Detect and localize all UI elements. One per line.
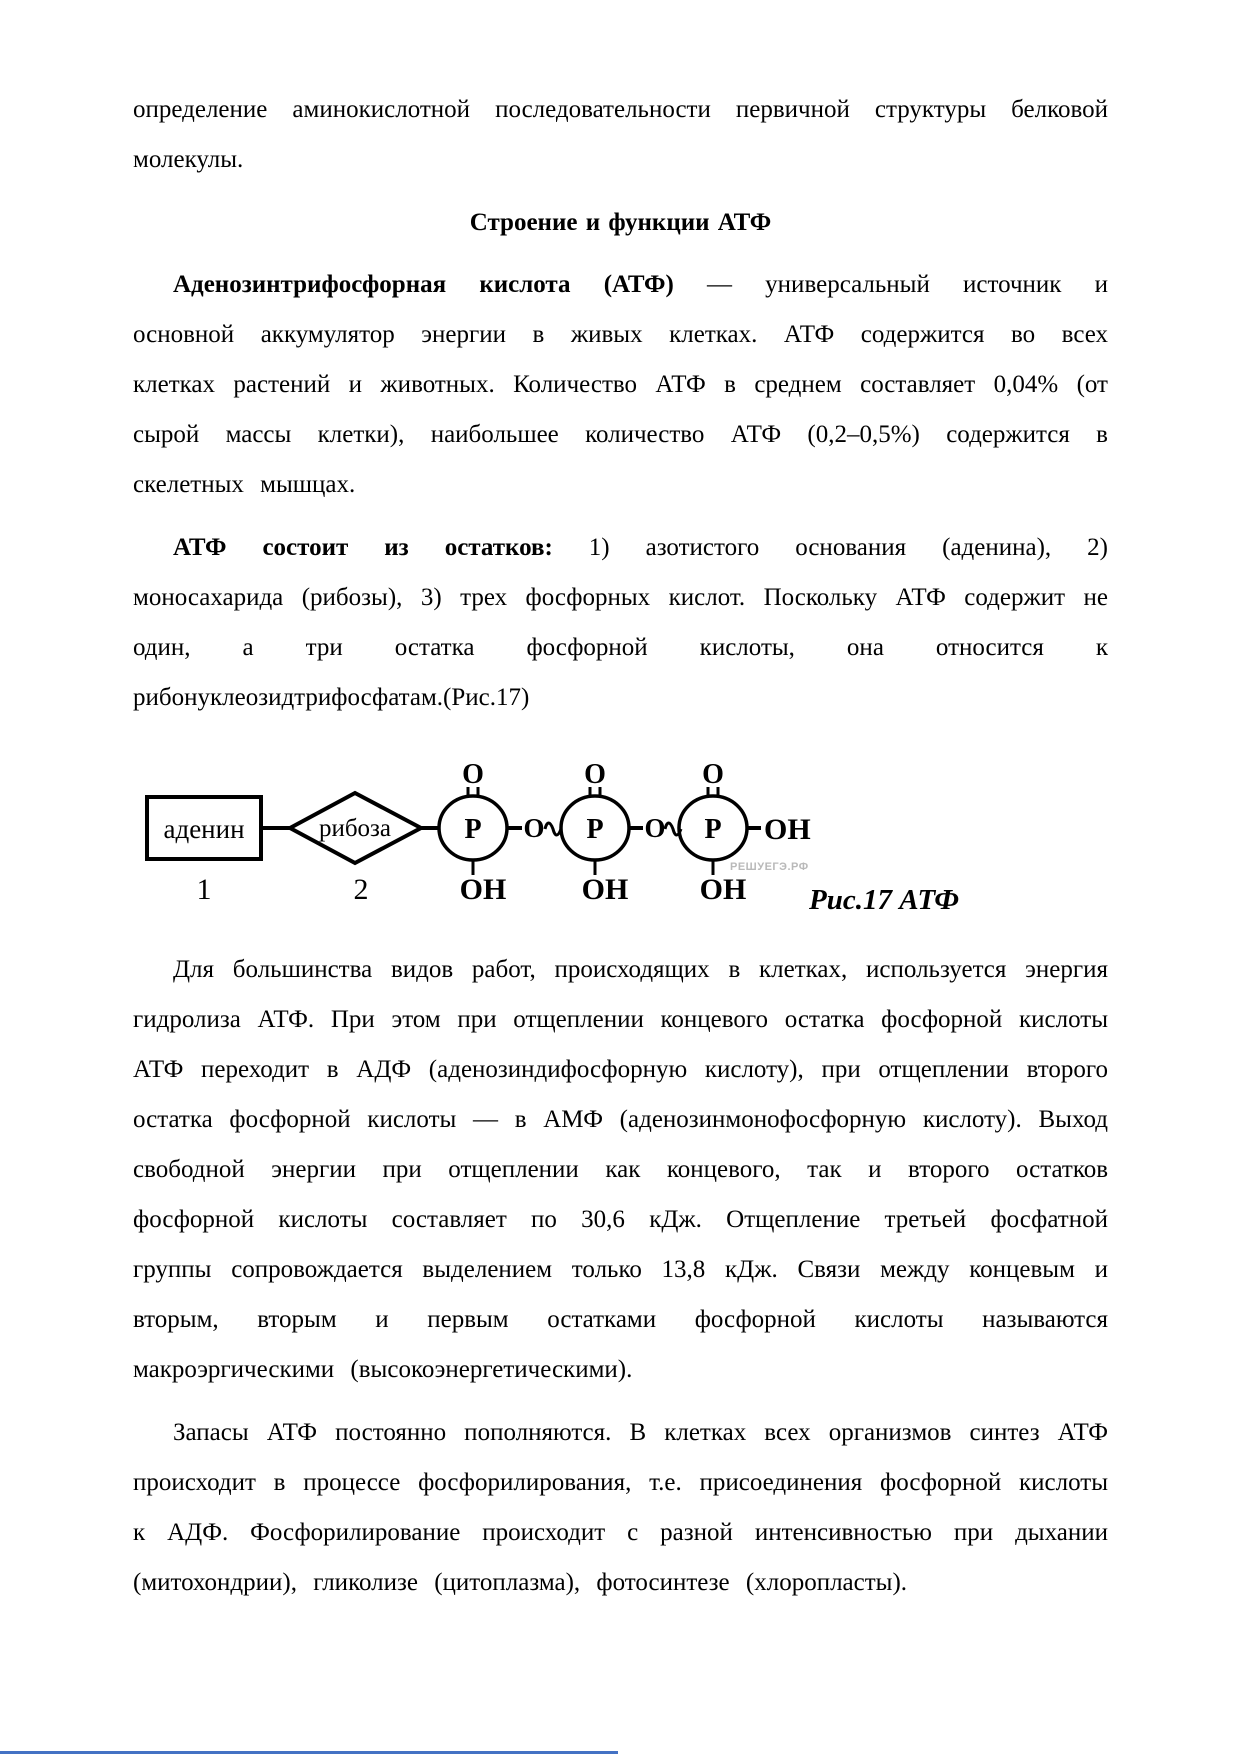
bottom-accent-line [0, 1751, 618, 1754]
terminal-hydroxyl-label: OH [764, 813, 811, 846]
paragraph-atp-synthesis: Запасы АТФ постоянно пополняются. В клетках всех организмов синтез АТФ происходит в процессе фосфорилирования, т.е. присоединения фосфорной кислоты к АДФ. Фосфорилирование происходит с разной интенсивностью при дыхании (митохондрии), гликолизе (цитоплазма), фотосинтезе (хлоропласты). [133, 1419, 1108, 1596]
oxygen-label: O [584, 759, 606, 790]
oxygen-label: O [702, 759, 724, 790]
atp-structure-diagram [133, 751, 973, 923]
phosphorus-label: P [704, 814, 722, 845]
watermark-text: РЕШУЕГЭ.РФ [730, 861, 809, 873]
hydroxyl-label: OH [459, 873, 507, 906]
paragraph-body-text: 1) азотистого основания (аденина), 2) моносахарида (рибозы), 3) трех фосфорных кислот. Поскольку АТФ содержит не один, а три остатка фосфорной кислоты, она относится к рибонуклеозидтрифосфатам.(Рис.17) [133, 534, 1108, 711]
phosphorus-label: P [586, 814, 604, 845]
paragraph-lead-bold: АТФ состоит из остатков: [173, 534, 553, 561]
ribose-number-label: 2 [353, 873, 369, 906]
paragraph-body-text: — универсальный источник и основной аккумулятор энергии в живых клетках. АТФ содержится во всех клетках растений и животных. Количество АТФ в среднем составляет 0,04% (от сырой массы клетки), наибольшее количество АТФ (0,2–0,5%) содержится в скелетных мышцах. [133, 271, 1108, 498]
bridge-oxygen-label: O [644, 813, 666, 843]
paragraph-atp-composition [133, 523, 1108, 723]
phosphorus-label: P [464, 814, 482, 845]
bridge-oxygen-label: O [523, 813, 545, 843]
hydroxyl-label: OH [699, 873, 747, 906]
hydroxyl-label: OH [581, 873, 629, 906]
section-heading: Строение и функции АТФ [469, 209, 772, 236]
figure-atp-structure [133, 751, 1108, 923]
figure-caption: Рис.17 АТФ [809, 884, 960, 916]
paragraph-atp-definition [133, 260, 1108, 510]
high-energy-bond-squiggle [545, 823, 561, 835]
intro-paragraph: определение аминокислотной последовательности первичной структуры белковой молекулы. [133, 96, 1108, 173]
paragraph-atp-hydrolysis: Для большинства видов работ, происходящих в клетках, используется энергия гидролиза АТФ. При этом при отщеплении концевого остатка фосфорной кислоты АТФ переходит в АДФ (аденозиндифосфорную кислоту), при отщеплении второго остатка фосфорной кислоты — в АМФ (аденозинмонофосфорную кислоту). Выход свободной энергии при отщеплении как концевого, так и второго остатков фосфорной кислоты составляет по 30,6 кДж. Отщепление третьей фосфатной группы сопровождается выделением только 13,8 кДж. Связи между концевым и вторым, вторым и первым остатками фосфорной кислоты называются макроэргическими (высокоэнергетическими). [133, 956, 1108, 1383]
adenine-number-label: 1 [196, 873, 212, 906]
oxygen-label: O [462, 759, 484, 790]
ribose-label: рибоза [318, 815, 392, 842]
adenine-label: аденин [163, 814, 245, 844]
paragraph-lead-bold: Аденозинтрифосфорная кислота (АТФ) [173, 271, 674, 298]
